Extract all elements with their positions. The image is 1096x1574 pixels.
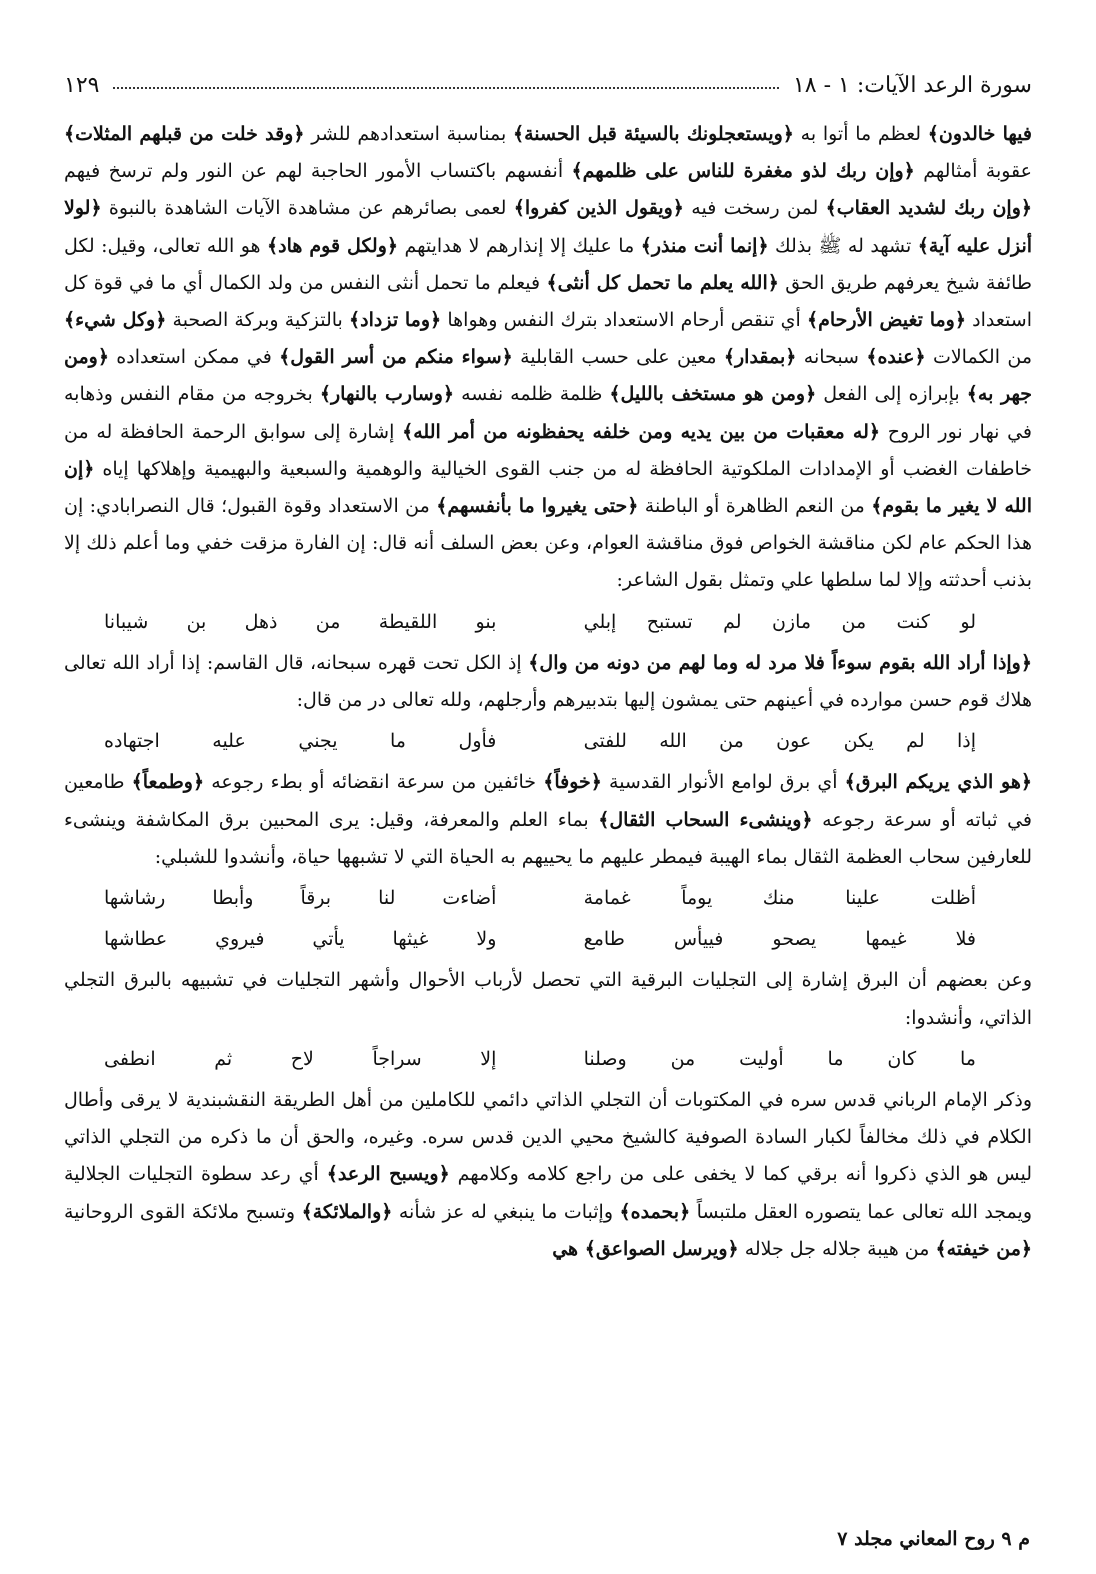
commentary-text: لعظم ما أتوا به xyxy=(793,123,928,145)
commentary-text: ما عليك إلا إنذارهم لا هدايتهم xyxy=(398,234,641,257)
header-dotted-leader xyxy=(113,87,778,89)
commentary-text: أي برق لوامع الأنوار القدسية xyxy=(601,771,845,794)
poem-verse xyxy=(64,1041,1032,1078)
paragraph xyxy=(64,116,1032,600)
verse-first-hemistich: لو كنت من مازن لم تستبح إبلي xyxy=(583,610,976,633)
verse-first-hemistich: أظلت علينا منك يوماً غمامة xyxy=(583,887,976,910)
verse-first-hemistich: فلا غيمها يصحو فييأس طامع xyxy=(583,928,976,951)
poem-verse xyxy=(64,723,1032,760)
quran-quote: ﴿وسارب بالنهار﴾ xyxy=(319,383,455,406)
commentary-text: وذكر الإمام الرباني قدس سره في المكتوبات أن التجلي الذاتي دائمي للكاملين من أهل الطريقة النقشبندية لا يرقى وأطال الكلام في ذلك مخالفاً لكبار السادة الصوفية كالشيخ محيي الدين قدس سره. وغيره، والحق أن ما ذكره من التجلي الذاتي ليس هو الذي ذكروا أنه برقي كما لا يخفى على من راجع كلامه وكلامهم xyxy=(64,1089,1033,1186)
commentary-text: لمن رسخت فيه xyxy=(683,197,826,220)
paragraph xyxy=(64,645,1032,719)
quran-quote: ﴿ومن جهر به﴾ xyxy=(64,346,1032,406)
commentary-text: بخروجه من مقام النفس وذهابه في نهار نور الروح xyxy=(64,383,1032,443)
commentary-text: من النعم الظاهرة أو الباطنة xyxy=(638,495,872,518)
quran-quote: ﴿وينشىء السحاب الثقال﴾ xyxy=(598,808,813,831)
quran-quote: ﴿وقد خلت من قبلهم المثلات﴾ xyxy=(64,123,305,145)
quran-quote: ﴿وإن ربك لشديد العقاب﴾ xyxy=(825,197,1033,220)
commentary-text: ظلمة ظلمه نفسه xyxy=(454,383,610,406)
commentary-text: وتسبح ملائكة القوى الروحانية xyxy=(64,1200,302,1223)
main-text xyxy=(64,116,1032,1268)
verse-second-hemistich: بنو اللقيطة من ذهل بن شيبانا xyxy=(104,610,497,633)
commentary-text: تشهد له ﷺ بذلك xyxy=(768,234,918,257)
quran-quote: ﴿إن الله لا يغير ما بقوم﴾ xyxy=(64,457,1032,518)
commentary-text: بمناسبة استعدادهم للشر xyxy=(304,123,513,145)
quran-quote: ﴿ولكل قوم هاد﴾ xyxy=(266,234,399,257)
commentary-text: عقوبة أمثالهم xyxy=(914,160,1033,183)
poem-verse xyxy=(64,921,1032,958)
commentary-text: بماء العلم والمعرفة، وقيل: يرى المحبين برق المكاشفة وينشىء للعارفين سحاب العظمة الثقال بماء الهيبة فيمطر عليهم ما يحييهم به الحياة التي لا تشبهها حياة، وأنشدوا للشبلي: xyxy=(64,808,1032,868)
quran-quote: ﴿وإذا أراد الله بقوم سوءاً فلا مرد له وما لهم من دونه من وال﴾ xyxy=(528,651,1032,674)
quran-quote: ﴿وما تزداد﴾ xyxy=(349,309,442,332)
commentary-text: إشارة إلى سوابق الرحمة الحافظة له من خاطفات الغضب أو الإمدادات الملكوتية الحافظة له من جنب القوى الخيالية والوهمية والسبعية والبهيمية وإهلاكها إياه xyxy=(64,420,1032,480)
verse-first-hemistich: ما كان ما أوليت من وصلنا xyxy=(583,1047,976,1070)
commentary-text: إذ الكل تحت قهره سبحانه، قال القاسم: إذا أراد الله تعالى هلاك قوم حسن موارده في أعينهم حتى يمشون إليها بتدبيرهم وأرجلهم، ولله تعالى در من قال: xyxy=(64,651,1032,712)
page-number: ١٢٩ xyxy=(64,73,100,98)
quran-quote: ﴿من خيفته﴾ xyxy=(935,1237,1032,1260)
verse-second-hemistich: أضاءت لنا برقاً وأبطا رشاشها xyxy=(104,887,497,910)
commentary-text: أنفسهم باكتساب الأمور الحاجبة لهم عن النور ولم ترسخ فيهم xyxy=(64,160,572,183)
commentary-text: أي تنقص أرحام الاستعداد بترك النفس وهواها xyxy=(441,309,807,332)
verse-second-hemistich: فأول ما يجني عليه اجتهاده xyxy=(104,730,497,753)
quran-quote: ﴿ويستعجلونك بالسيئة قبل الحسنة﴾ xyxy=(512,123,794,145)
commentary-text: بالتزكية وبركة الصحبة xyxy=(166,309,350,332)
commentary-text: من الكمالات xyxy=(925,346,1032,369)
commentary-text: من هيبة جلاله جل جلاله xyxy=(738,1237,936,1260)
quran-quote: ﴿هو الذي يريكم البرق﴾ xyxy=(844,771,1032,794)
surah-title: سورة الرعد الآيات: ١ - ١٨ xyxy=(792,73,1032,98)
running-header xyxy=(64,58,1032,98)
verse-second-hemistich: إلا سراجاً لاح ثم انطفى xyxy=(104,1047,497,1070)
commentary-text: فيعلم ما تحمل أنثى النفس من ولد الكمال أي ما في قوة كل استعداد xyxy=(64,271,1032,332)
quran-quote: ﴿ومن هو مستخف بالليل﴾ xyxy=(609,383,817,406)
commentary-text: طامعين في ثباته أو سرعة رجوعه xyxy=(64,771,1032,831)
quran-quote: ﴿بحمده﴾ xyxy=(619,1200,691,1223)
quran-quote: ﴿إنما أنت منذر﴾ xyxy=(640,234,769,257)
page-signature: م ٩ روح المعاني مجلد ٧ xyxy=(837,1528,1030,1550)
quran-quote: ﴿وكل شيء﴾ xyxy=(64,309,167,332)
commentary-text: سبحانه xyxy=(796,346,867,369)
quran-quote: ﴿والملائكة﴾ xyxy=(301,1200,393,1223)
commentary-text: من الاستعداد وقوة القبول؛ قال النصرابادي: إن هذا الحكم عام لكن مناقشة الخواص فوق مناقشة العوام، وعن بعض السلف أنه قال: إن الفارة مزقت خفي وما أعلم ذلك إلا بذنب أحدثته وإلا لما سلطها علي وتمثل بقول الشاعر: xyxy=(64,495,1032,592)
verse-first-hemistich: إذا لم يكن عون من الله للفتى xyxy=(583,730,976,753)
paragraph xyxy=(64,764,1032,876)
quran-quote: ﴿ويرسل الصواعق﴾ هي xyxy=(552,1237,739,1260)
quran-quote: ﴿خوفاً﴾ xyxy=(543,771,602,794)
quran-quote: ﴿بمقدار﴾ xyxy=(723,346,797,369)
commentary-text: وإثبات ما ينبغي له عز شأنه xyxy=(392,1200,620,1223)
quran-quote: ﴿سواء منكم من أسر القول﴾ xyxy=(279,346,513,369)
quran-quote: ﴿الله يعلم ما تحمل كل أنثى﴾ xyxy=(546,271,779,294)
paragraph xyxy=(64,962,1032,1036)
commentary-text: خائفين من سرعة انقضائه أو بطء رجوعه xyxy=(204,771,544,794)
poem-verse xyxy=(64,880,1032,917)
commentary-text: معين على حسب القابلية xyxy=(512,346,724,369)
quran-quote: ﴿له معقبات من بين يديه ومن خلفه يحفظونه من أمر الله﴾ xyxy=(402,420,881,443)
quran-quote: ﴿ويقول الذين كفروا﴾ xyxy=(513,197,684,220)
quran-quote: ﴿وطمعاً﴾ xyxy=(131,771,205,794)
commentary-text: هو الله تعالى، وقيل: لكل طائفة شيخ يعرفهم طريق الحق xyxy=(64,234,1032,294)
quran-quote: ﴿ويسبح الرعد﴾ xyxy=(326,1163,450,1186)
commentary-text: في ممكن استعداده xyxy=(108,346,280,369)
paragraph xyxy=(64,1082,1032,1268)
quran-quote: ﴿حتى يغيروا ما بأنفسهم﴾ xyxy=(436,495,639,518)
quran-quote: ﴿لولا أنزل عليه آية﴾ xyxy=(64,197,1033,257)
commentary-text: أي رعد سطوة التجليات الجلالية ويمجد الله تعالى عما يتصوره العقل ملتبساً xyxy=(64,1163,1033,1223)
commentary-text: وعن بعضهم أن البرق إشارة إلى التجليات البرقية التي تحصل لأرباب الأحوال وأشهر التجليات في تشبيهه بالبرق التجلي الذاتي، وأنشدوا: xyxy=(64,969,1032,1029)
commentary-text: بإبرازه إلى الفعل xyxy=(816,383,967,406)
quran-quote: ﴿وما تغيض الأرحام﴾ xyxy=(807,309,966,332)
verse-second-hemistich: ولا غيثها يأتي فيروي عطاشها xyxy=(104,928,497,951)
poem-verse xyxy=(64,604,1032,641)
commentary-text: لعمى بصائرهم عن مشاهدة الآيات الشاهدة بالنبوة xyxy=(101,197,514,220)
quran-quote: ﴿وإن ربك لذو مغفرة للناس على ظلمهم﴾ xyxy=(571,160,915,183)
quran-quote: ﴿عنده﴾ xyxy=(866,346,926,369)
quran-quote: فيها خالدون﴾ xyxy=(927,123,1032,145)
